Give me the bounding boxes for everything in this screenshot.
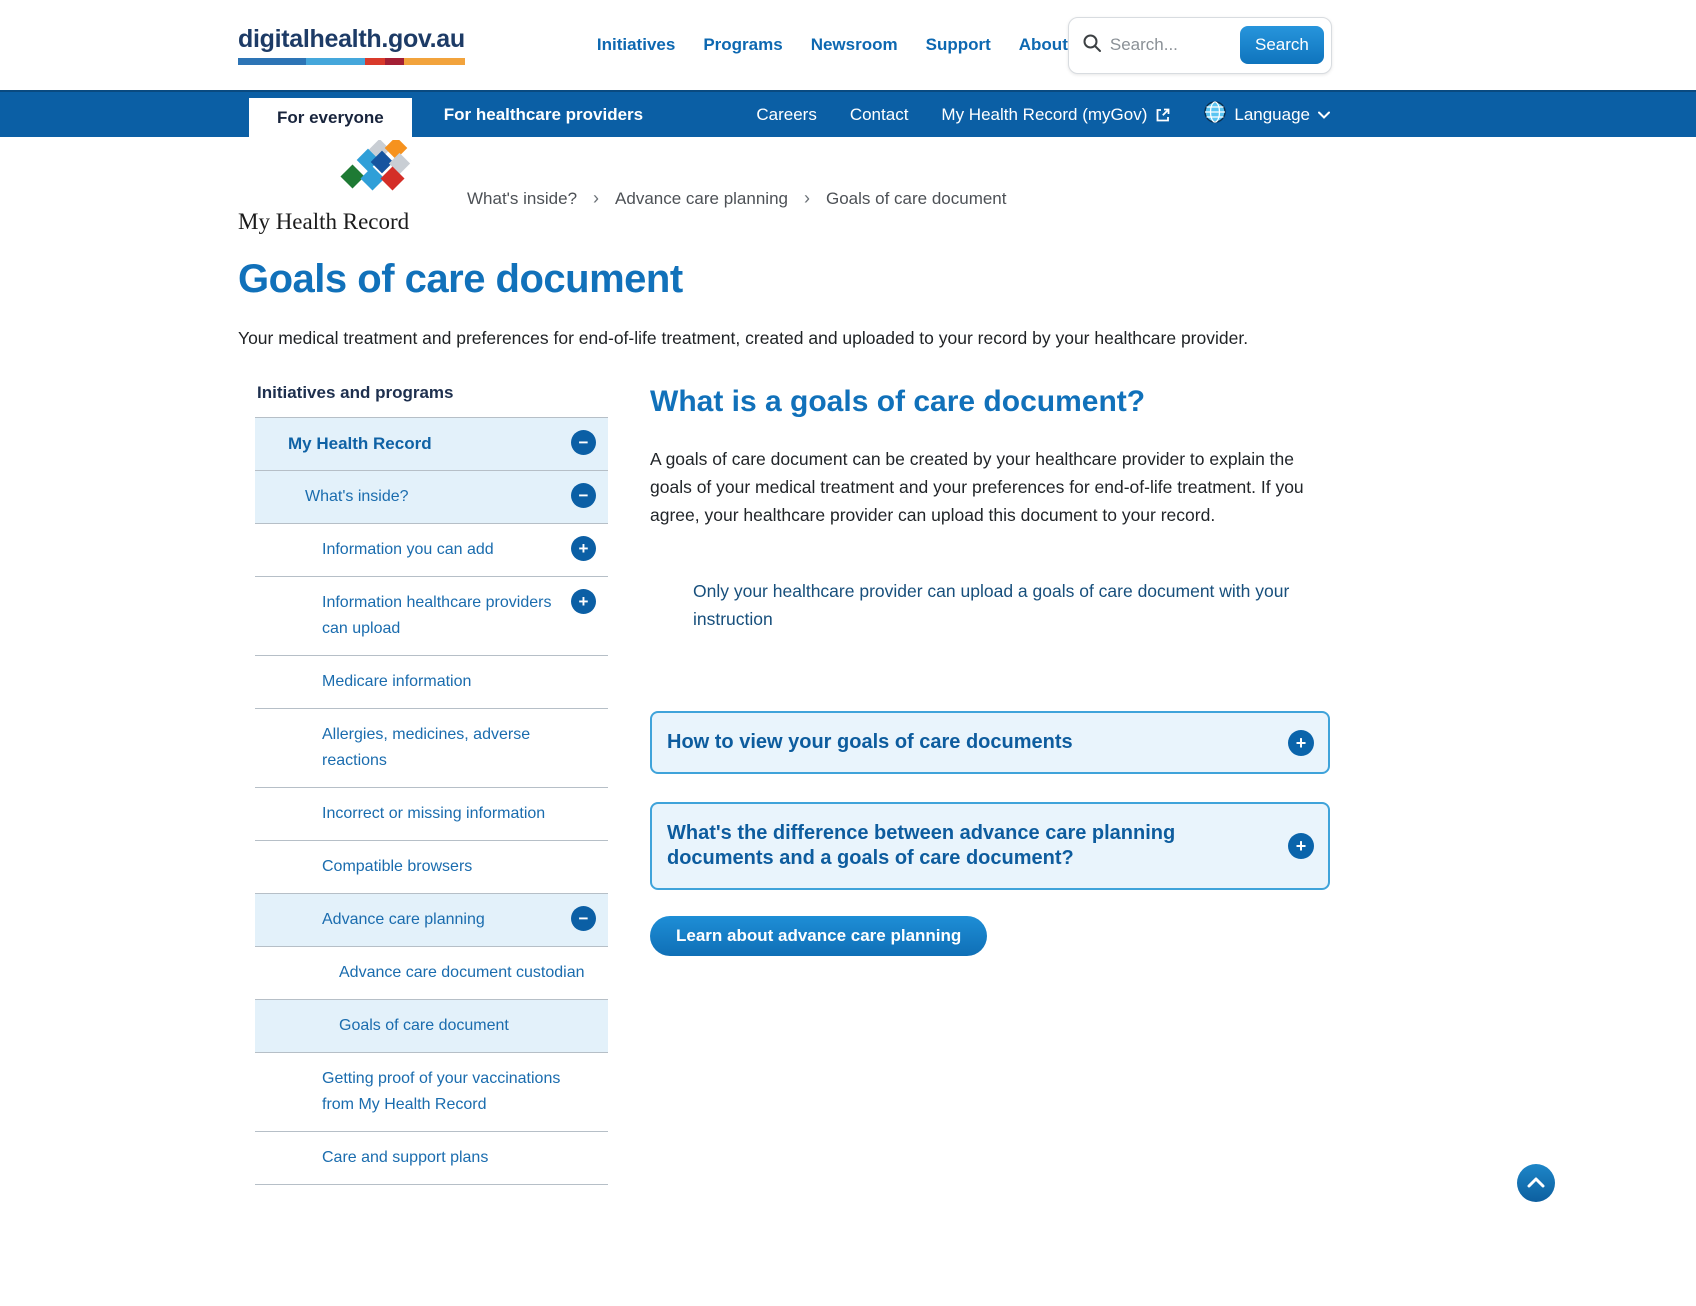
sidebar-item-label: Incorrect or missing information bbox=[322, 805, 546, 822]
breadcrumb-item-what-s-inside[interactable]: What's inside? bbox=[467, 188, 578, 208]
sidebar-item-label: Goals of care document bbox=[339, 1017, 509, 1034]
breadcrumb bbox=[467, 188, 1006, 209]
sidebar-item-my-health-record[interactable] bbox=[255, 418, 608, 471]
search-icon bbox=[1082, 33, 1102, 58]
primary-nav bbox=[597, 35, 1068, 55]
sidebar-item-label: Advance care planning bbox=[322, 911, 485, 928]
expand-icon[interactable]: + bbox=[571, 589, 596, 614]
section-heading: What is a goals of care document? bbox=[650, 385, 1146, 418]
logo-bar-segment bbox=[238, 58, 306, 65]
nav-link-support[interactable]: Support bbox=[925, 35, 991, 54]
logo-bar-segment bbox=[404, 58, 465, 65]
sidebar-item-information-healthcare-providers-can-upload[interactable] bbox=[255, 577, 608, 656]
accordion-title: How to view your goals of care documents bbox=[667, 731, 1073, 753]
sidebar-item-what-s-inside[interactable] bbox=[255, 471, 608, 524]
nav-link-initiatives[interactable]: Initiatives bbox=[596, 35, 676, 54]
search-box bbox=[1068, 17, 1332, 74]
sidebar-item-label: Compatible browsers bbox=[322, 858, 473, 875]
utility-link-contact[interactable]: Contact bbox=[849, 104, 909, 124]
sidebar-item-care-and-support-plans[interactable] bbox=[255, 1132, 608, 1185]
sidebar-item-label: Information you can add bbox=[322, 541, 494, 558]
language-selector[interactable] bbox=[1204, 101, 1330, 128]
page-intro: Your medical treatment and preferences for end-of-life treatment, created and uploaded to your record by your healthcare provider. bbox=[238, 328, 1249, 348]
chevron-up-icon bbox=[1527, 1176, 1545, 1191]
accordion-how-to-view-your-goals-of-care-documents[interactable] bbox=[650, 711, 1330, 774]
site-header bbox=[0, 0, 1696, 90]
breadcrumb-separator: › bbox=[804, 188, 810, 208]
sidebar-item-label: What's inside? bbox=[305, 488, 409, 505]
logo-bar-segment bbox=[385, 58, 403, 65]
sidebar-item-label: Getting proof of your vaccinations from My Health Record bbox=[322, 1070, 561, 1113]
sidebar-item-incorrect-or-missing-information[interactable] bbox=[255, 788, 608, 841]
chevron-down-icon bbox=[1318, 111, 1330, 119]
body-paragraph: A goals of care document can be created by your healthcare provider to explain the goals of your medical treatment and your preferences for end-of-life treatment. If you agree, your healthcare provider can upload this document to your record. bbox=[650, 449, 1304, 525]
sidebar-nav bbox=[255, 383, 608, 1185]
digitalhealth-logo-text: digitalhealth.gov.au bbox=[238, 25, 465, 53]
sidebar-item-advance-care-document-custodian[interactable] bbox=[255, 947, 608, 1000]
breadcrumb-item-advance-care-planning[interactable]: Advance care planning bbox=[615, 188, 788, 208]
collapse-icon[interactable]: − bbox=[571, 483, 596, 508]
tab-for-everyone[interactable]: For everyone bbox=[249, 98, 412, 137]
language-label: Language bbox=[1234, 104, 1310, 124]
breadcrumb-item-goals-of-care-document: Goals of care document bbox=[826, 188, 1007, 208]
utility-bar bbox=[0, 90, 1696, 137]
accordion-what-s-the-difference-between-advance-ca[interactable] bbox=[650, 802, 1330, 890]
my-health-record-logo[interactable] bbox=[238, 140, 420, 235]
utility-links bbox=[756, 92, 1330, 137]
sidebar-item-information-you-can-add[interactable] bbox=[255, 524, 608, 577]
expand-icon[interactable]: + bbox=[1288, 833, 1314, 859]
logo-bar-segment bbox=[365, 58, 385, 65]
callout-note: Only your healthcare provider can upload a goals of care document with your instruction bbox=[693, 581, 1290, 629]
page-title: Goals of care document bbox=[238, 257, 683, 301]
utility-link-my-health-record-mygov[interactable]: My Health Record (myGov) bbox=[941, 105, 1171, 125]
expand-icon[interactable]: + bbox=[1288, 730, 1314, 756]
search-input[interactable] bbox=[1110, 35, 1240, 55]
digitalhealth-logo[interactable] bbox=[238, 25, 465, 65]
nav-link-programs[interactable]: Programs bbox=[703, 35, 783, 54]
sidebar-item-label: Medicare information bbox=[322, 673, 472, 690]
sidebar-item-goals-of-care-document[interactable] bbox=[255, 1000, 608, 1053]
sidebar-item-label: Advance care document custodian bbox=[339, 964, 585, 981]
tab-for-healthcare-providers[interactable]: For healthcare providers bbox=[443, 104, 644, 124]
learn-about-advance-care-planning-button[interactable]: Learn about advance care planning bbox=[650, 916, 987, 956]
globe-icon bbox=[1204, 101, 1226, 128]
main-content bbox=[650, 383, 1330, 1185]
sidebar-item-label: Information healthcare providers can upload bbox=[322, 594, 552, 637]
breadcrumb-separator: › bbox=[593, 188, 600, 208]
sidebar-item-advance-care-planning[interactable] bbox=[255, 894, 608, 947]
nav-link-about[interactable]: About bbox=[1018, 35, 1068, 54]
logo-color-bar bbox=[238, 58, 465, 65]
sidebar-item-medicare-information[interactable] bbox=[255, 656, 608, 709]
sidebar-item-getting-proof-of-your-vaccinations-from-my-health-record[interactable] bbox=[255, 1053, 608, 1132]
my-health-record-logo-text: My Health Record bbox=[238, 209, 410, 234]
accordion-title: What's the difference between advance care planning documents and a goals of care document? bbox=[667, 822, 1176, 869]
sidebar-item-label: Allergies, medicines, adverse reactions bbox=[322, 726, 531, 769]
sidebar-item-label: My Health Record bbox=[288, 434, 432, 453]
breadcrumb-band bbox=[238, 147, 1696, 235]
expand-icon[interactable]: + bbox=[571, 536, 596, 561]
search-button[interactable]: Search bbox=[1240, 26, 1324, 64]
sidebar-item-compatible-browsers[interactable] bbox=[255, 841, 608, 894]
sidebar-item-label: Care and support plans bbox=[322, 1149, 489, 1166]
sidebar-heading: Initiatives and programs bbox=[257, 383, 454, 402]
collapse-icon[interactable]: − bbox=[571, 906, 596, 931]
external-link-icon bbox=[1155, 107, 1171, 123]
collapse-icon[interactable]: − bbox=[571, 430, 596, 455]
utility-link-careers[interactable]: Careers bbox=[756, 104, 817, 124]
scroll-to-top-button[interactable] bbox=[1517, 1164, 1555, 1202]
my-health-record-logo-icon bbox=[336, 140, 418, 207]
sidebar-item-allergies-medicines-adverse-reactions[interactable] bbox=[255, 709, 608, 788]
logo-bar-segment bbox=[306, 58, 365, 65]
nav-link-newsroom[interactable]: Newsroom bbox=[810, 35, 898, 54]
